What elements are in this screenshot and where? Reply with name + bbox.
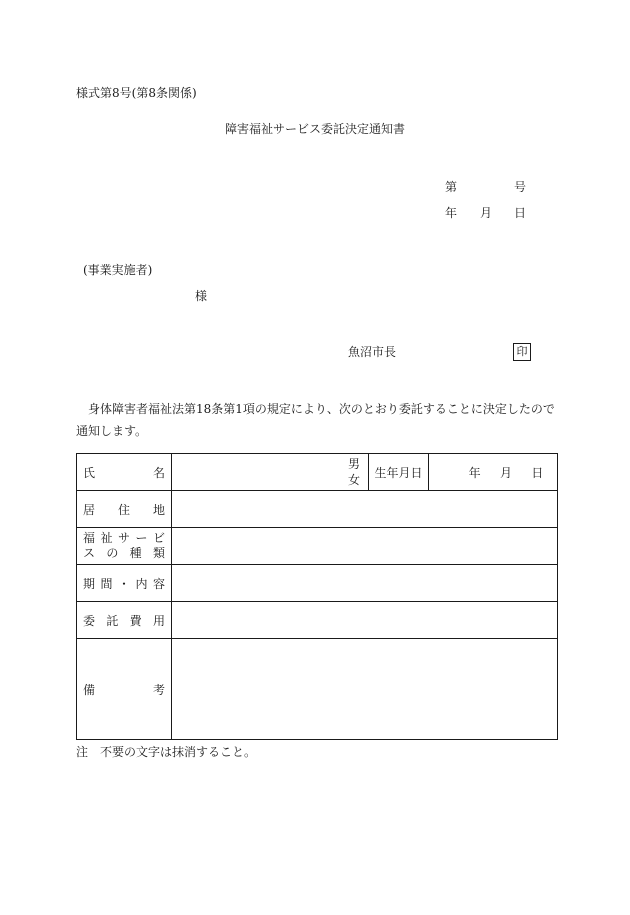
cost-label: 委 託 費 用 xyxy=(77,602,172,639)
service-value[interactable] xyxy=(172,528,558,565)
body-text: 身体障害者福祉法第18条第1項の規定により、次のとおり委託することに決定したので通知します。 xyxy=(76,402,555,438)
dob-year: 年 xyxy=(468,465,481,480)
sex-female: 女 xyxy=(347,473,360,487)
footnote: 注 不要の文字は抹消すること。 xyxy=(76,745,257,759)
row-cost xyxy=(77,602,558,639)
sex-cell[interactable] xyxy=(172,454,369,491)
form-number: 様式第8号(第8条関係) xyxy=(76,86,197,100)
row-remarks xyxy=(77,639,558,740)
row-period xyxy=(77,565,558,602)
row-address xyxy=(77,491,558,528)
recipient-label: (事業実施者) xyxy=(83,263,153,277)
remarks-label: 備 考 xyxy=(77,639,172,740)
row-service xyxy=(77,528,558,565)
dob-cell[interactable] xyxy=(429,454,558,491)
cost-value[interactable] xyxy=(172,602,558,639)
doc-number-dai: 第 xyxy=(445,180,458,194)
doc-number-go: 号 xyxy=(514,180,527,194)
sex-male: 男 xyxy=(347,457,360,471)
service-label: 福 祉 サ ー ビ ス の 種 類 xyxy=(77,528,172,565)
date-day: 日 xyxy=(514,206,527,220)
name-label: 氏 名 xyxy=(77,454,172,491)
address-value[interactable] xyxy=(172,491,558,528)
dob-label: 生年月日 xyxy=(369,454,429,491)
issuer-name: 魚沼市長 xyxy=(348,345,397,359)
page-title: 障害福祉サービス委託決定通知書 xyxy=(224,122,405,136)
seal-mark: 印 xyxy=(513,343,531,361)
date-year: 年 xyxy=(445,206,458,220)
recipient-sama: 様 xyxy=(195,289,208,303)
dob-month: 月 xyxy=(499,465,512,480)
period-label: 期 間 ・ 内 容 xyxy=(77,565,172,602)
date-month: 月 xyxy=(480,206,493,220)
address-label: 居 住 地 xyxy=(77,491,172,528)
form-table xyxy=(76,453,558,740)
dob-day: 日 xyxy=(531,465,544,480)
period-value[interactable] xyxy=(172,565,558,602)
remarks-value[interactable] xyxy=(172,639,558,740)
row-name xyxy=(77,454,558,491)
